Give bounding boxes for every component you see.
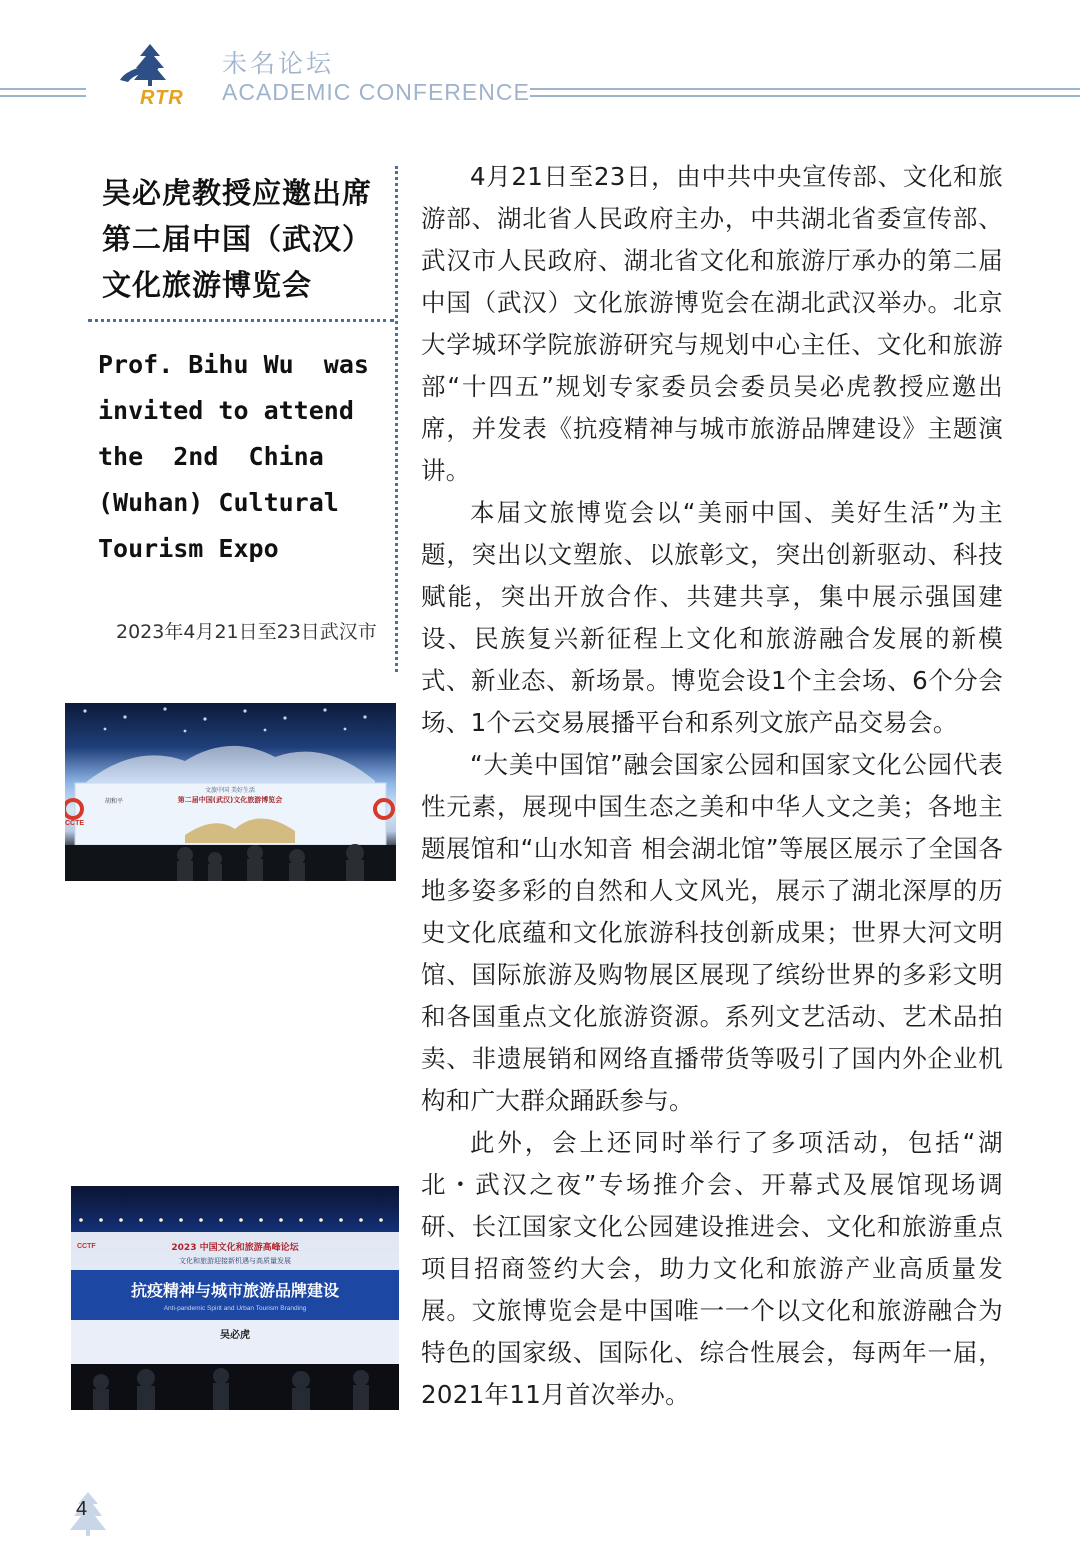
body-paragraph: 本届文旅博览会以“美丽中国、美好生活”为主题，突出以文塑旅、以旅彰文，突出创新驱动、科技赋能，突出开放合作、共建共享，集中展示强国建设、民族复兴新征程上文化和旅游融合发展的新模式、新业态、新场景。博览会设1个主会场、6个分会场、1个云交易展播平台和系列文旅产品交易会。 — [421, 498, 1003, 737]
stage-slogan: 文旅中国 美好生活 — [205, 787, 255, 794]
article-title-cn — [102, 170, 392, 308]
speech-title: 抗疫精神与城市旅游品牌建设 — [130, 1281, 340, 1300]
photo-caption: 2023年4月21日至23日武汉市 — [116, 621, 377, 643]
article-body — [421, 156, 1003, 1416]
header-title-en: ACADEMIC CONFERENCE — [222, 79, 530, 105]
header-rule-right — [530, 88, 1080, 100]
forum-title: 2023 中国文化和旅游高峰论坛 — [171, 1243, 299, 1253]
forum-subtitle: 文化和旅游迎接新机遇与高质量发展 — [179, 1257, 291, 1265]
header-rule-left — [0, 88, 86, 100]
rtr-logo-icon — [106, 42, 202, 108]
header-title-cn: 未名论坛 — [222, 49, 335, 78]
forum-ccte-logo: CCTF — [77, 1243, 96, 1250]
forum-speech-photo — [71, 1186, 399, 1410]
stage-speaker-name: 胡和平 — [105, 798, 124, 805]
body-paragraph: 此外，会上还同时举行了多项活动，包括“湖北・武汉之夜”专场推介会、开幕式及展馆现场调研、长江国家文化公园建设推进会、文化和旅游重点项目招商签约大会，助力文化和旅游产业高质量发展。文旅博览会是中国唯一一个以文化和旅游融合为特色的国家级、国际化、综合性展会，每两年一届，2021年11月首次举办。 — [421, 1128, 1003, 1409]
page-number-tree-icon — [64, 1490, 112, 1538]
title-en-line: Tourism Expo — [98, 534, 279, 563]
title-divider — [88, 319, 394, 322]
title-en-line: invited to attend — [98, 396, 354, 425]
title-cn-line: 文化旅游博览会 — [102, 268, 313, 302]
stage-title: 第二届中国(武汉)文化旅游博览会 — [177, 796, 283, 804]
stage-ccte-logo: CCTE — [65, 820, 85, 827]
title-en-line: the 2nd China — [98, 442, 324, 471]
logo-text: RTR — [140, 87, 184, 108]
page-number: 4 — [76, 1498, 88, 1520]
title-en-line: (Wuhan) Cultural — [98, 488, 339, 517]
speech-title-en: Anti-pandemic Spirit and Urban Tourism Branding — [163, 1305, 307, 1312]
expo-stage-photo — [65, 703, 396, 881]
column-divider — [395, 166, 398, 672]
speaker-name: 吴必虎 — [220, 1330, 250, 1341]
title-en-line: Prof. Bihu Wu was — [98, 350, 369, 379]
title-cn-line: 第二届中国（武汉） — [102, 222, 373, 256]
title-cn-line: 吴必虎教授应邀出席 — [102, 176, 373, 210]
body-paragraph: 4月21日至23日，由中共中央宣传部、文化和旅游部、湖北省人民政府主办，中共湖北省委宣传部、武汉市人民政府、湖北省文化和旅游厅承办的第二届中国（武汉）文化旅游博览会在湖北武汉举办。北京大学城环学院旅游研究与规划中心主任、文化和旅游部“十四五”规划专家委员会委员吴必虎教授应邀出席，并发表《抗疫精神与城市旅游品牌建设》主题演讲。 — [421, 162, 1003, 485]
body-paragraph: “大美中国馆”融会国家公园和国家文化公园代表性元素，展现中国生态之美和中华人文之美；各地主题展馆和“山水知音 相会湖北馆”等展区展示了全国各地多姿多彩的自然和人文风光，展示了湖北深厚的历史文化底蕴和文化旅游科技创新成果；世界大河文明馆、国际旅游及购物展区展现了缤纷世界的多彩文明和各国重点文化旅游资源。系列文艺活动、艺术品拍卖、非遗展销和网络直播带货等吸引了国内外企业机构和广大群众踊跃参与。 — [421, 750, 1003, 1115]
article-title-en — [98, 342, 380, 572]
